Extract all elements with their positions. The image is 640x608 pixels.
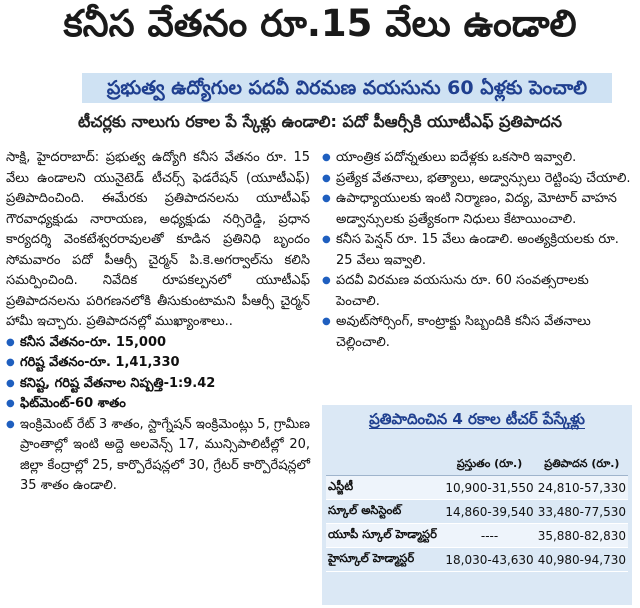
- table-header-row: [326, 455, 628, 476]
- proposed-scale: 35,880-82,830: [536, 524, 628, 548]
- list-item: ● కనీస వేతనం-రూ. 15,000: [6, 333, 310, 354]
- right-column: [322, 148, 634, 353]
- current-scale: 18,030-43,630: [443, 548, 535, 572]
- post-name: హైస్కూల్ హెడ్మాస్టర్: [326, 548, 443, 572]
- list-item: ● గరిష్ట వేతనం-రూ. 1,41,330: [6, 353, 310, 374]
- list-item: ● కనీస పెన్షన్ రూ. 15 వేలు ఉండాలి. అంత్యక్రియలకు రూ. 25 వేలు ఇవ్వాలి.: [322, 230, 634, 271]
- headline: కనీస వేతనం రూ.15 వేలు ఉండాలి: [63, 2, 577, 45]
- current-scale: ----: [443, 524, 535, 548]
- list-item: ● ఇంక్రిమెంట్ రేట్ 3 శాతం, స్టాగ్నేషన్ ఇంక్రిమెంట్లు 5, గ్రామీణ ప్రాంతాల్లో ఇంటి అద్దె అలవెన్స్ 17, మున్సిపాలిటీల్లో 20, జిల్లా కేంద్రాల్లో 25, కార్పొరేషన్లలో 30, గ్రేటర్ కార్పొరేషన్లలో 35 శాతం ఉండాలి.: [6, 415, 310, 497]
- list-item: ● యాంత్రిక పదోన్నతులు ఐదేళ్లకు ఒకసారి ఇవ్వాలి.: [322, 148, 634, 169]
- right-bullet-list: [322, 148, 634, 353]
- proposed-scale: 24,810-57,330: [536, 476, 628, 500]
- proposed-scale: 33,480-77,530: [536, 500, 628, 524]
- list-item: ● అవుట్‌సోర్సింగ్, కాంట్రాక్టు సిబ్బందికి కనీస వేతనాలు చెల్లించాలి.: [322, 312, 634, 353]
- table-row: [326, 476, 628, 500]
- post-name: ఎస్జీటీ: [326, 476, 443, 500]
- list-item: ● కనిష్ట, గరిష్ట వేతనాల నిష్పత్తి-1:9.42: [6, 374, 310, 395]
- list-item: ● ప్రత్యేక వేతనాలు, భత్యాలు, అడ్వాన్సులు రెట్టింపు చేయాలి.: [322, 169, 634, 190]
- post-name: స్కూల్ అసిస్టెంట్: [326, 500, 443, 524]
- pay-scale-box: [322, 405, 632, 605]
- list-item: ● ఉపాధ్యాయులకు ఇంటి నిర్మాణం, విద్య, మోటార్ వాహన అడ్వాన్సులకు ప్రత్యేకంగా నిధులు కేటాయించాలి.: [322, 189, 634, 230]
- column-header: [326, 455, 443, 476]
- table-row: [326, 524, 628, 548]
- deck: టీచర్లకు నాలుగు రకాల పే స్కేళ్లు ఉండాలి: పదో పీఆర్సీకి యూటీఎఫ్ ప్రతిపాదన: [78, 112, 562, 131]
- pay-scale-table: [326, 455, 628, 572]
- table-title: [322, 410, 632, 432]
- column-header: ప్రతిపాదన (రూ.): [536, 455, 628, 476]
- proposed-scale: 40,980-94,730: [536, 548, 628, 572]
- list-item: ● ఫిట్‌మెంట్-60 శాతం: [6, 394, 310, 415]
- column-header: ప్రస్తుతం (రూ.): [443, 455, 535, 476]
- intro-paragraph: సాక్షి, హైదరాబాద్: ప్రభుత్వ ఉద్యోగి కనీస వేతనం రూ. 15 వేలు ఉండాలని యునైటెడ్ టీచర్స్ ఫెడరేషన్ (యూటీఎఫ్) ప్రతిపాదించింది. ఈమేరకు ప్రతిపాదనలను యూటీఎఫ్ గౌరవాధ్యక్షుడు నారాయణ, అధ్యక్షుడు నర్సిరెడ్డి, ప్రధాన కార్యదర్శి వెంకటేశ్వరరావులతో కూడిన ప్రతినిధి బృందం సోమవారం పదో పీఆర్సీ చైర్మన్ పి.కె.అగర్వాల్‌ను కలిసి సమర్పించింది. నివేదిక రూపకల్పనలో యూటీఎఫ్ ప్రతిపాదనలను పరిగణనలోకి తీసుకుంటామని పీఆర్సీ చైర్మన్ హామీ ఇచ్చారు. ప్రతిపాదనల్లో ముఖ్యాంశాలు..: [6, 150, 310, 329]
- subheadline: ప్రభుత్వ ఉద్యోగుల పదవీ విరమణ వయసును 60 ఏళ్లకు పెంచాలి: [82, 73, 612, 103]
- list-item: ● పదవీ విరమణ వయసును రూ. 60 సంవత్సరాలకు పెంచాలి.: [322, 271, 634, 312]
- left-column: [6, 148, 310, 497]
- table-title-text: ప్రతిపాదించిన 4 రకాల టీచర్ పేస్కేళ్లు: [369, 410, 585, 428]
- table-row: [326, 548, 628, 572]
- current-scale: 10,900-31,550: [443, 476, 535, 500]
- post-name: యూపీ స్కూల్ హెడ్మాస్టర్: [326, 524, 443, 548]
- left-bullet-list: [6, 333, 310, 497]
- table-row: [326, 500, 628, 524]
- current-scale: 14,860-39,540: [443, 500, 535, 524]
